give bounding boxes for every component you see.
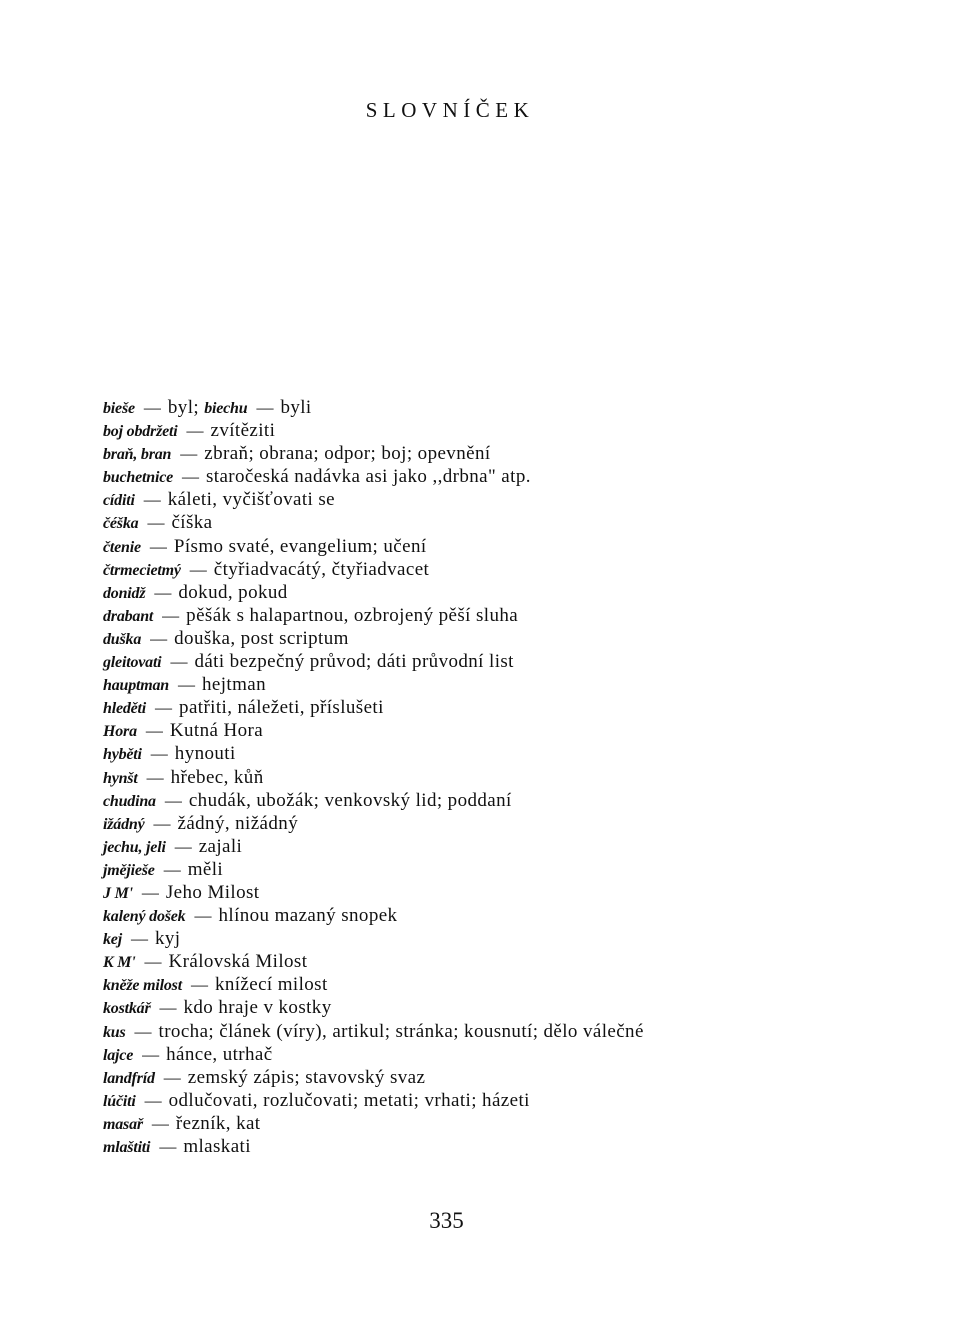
dash-separator: — <box>164 790 182 810</box>
dash-separator: — <box>159 1137 177 1156</box>
glossary-entry <box>103 1089 833 1112</box>
glossary-term: landfríd <box>103 1069 155 1087</box>
glossary-term: J M' <box>103 884 133 902</box>
glossary-definition: douška, post scriptum <box>174 627 349 649</box>
glossary-definition: knížecí milost <box>214 974 328 996</box>
dash-separator: — <box>143 490 161 510</box>
glossary-term: kostkář <box>103 1000 151 1018</box>
glossary-term: Hora <box>103 723 137 741</box>
glossary-entry <box>103 835 833 858</box>
glossary-definition: hánce, utrhač <box>166 1043 273 1065</box>
dash-separator: — <box>190 975 208 995</box>
glossary-entry <box>103 812 833 835</box>
glossary-entry <box>103 419 833 442</box>
glossary-definition: číška <box>171 512 213 534</box>
glossary-entry <box>103 558 833 581</box>
glossary-definition: mlaskati <box>183 1136 251 1157</box>
glossary-term: bieše <box>103 400 135 417</box>
dash-separator: — <box>130 929 148 949</box>
dash-separator: — <box>146 767 164 787</box>
glossary-definition: kdo hraje v kostky <box>183 997 332 1019</box>
dash-separator: — <box>174 836 192 856</box>
dash-separator: — <box>150 744 168 764</box>
glossary-term: mlaštiti <box>103 1139 151 1156</box>
dash-separator: — <box>155 698 173 718</box>
glossary-entry <box>103 488 833 511</box>
glossary-definition: řezník, kat <box>175 1112 261 1134</box>
glossary-definition: byl; <box>167 397 205 418</box>
glossary-definition: hlínou mazaný snopek <box>218 905 398 927</box>
glossary-definition: Královská Milost <box>168 951 308 973</box>
dash-separator: — <box>189 559 207 579</box>
glossary-entry <box>103 1112 833 1135</box>
glossary-entry <box>103 881 833 904</box>
glossary-definition: káleti, vyčišťovati se <box>167 489 335 511</box>
dash-separator: — <box>194 906 212 926</box>
glossary-entry <box>103 396 833 419</box>
page-number: 335 <box>429 1208 464 1233</box>
glossary-term: donidž <box>103 584 146 602</box>
glossary-term: hleděti <box>103 700 147 718</box>
glossary-entry <box>103 673 833 696</box>
glossary-term: cíditi <box>103 492 135 510</box>
glossary-definition: Kutná Hora <box>169 720 264 742</box>
glossary-term: ižádný <box>103 815 145 833</box>
dash-separator: — <box>150 628 168 648</box>
glossary-term: gleitovati <box>103 654 162 672</box>
dash-separator: — <box>186 421 204 441</box>
glossary-definition: kyj <box>154 928 181 950</box>
glossary-definition: žádný, nižádný <box>177 812 299 834</box>
glossary-entry <box>103 511 833 534</box>
glossary-definition: Jeho Milost <box>165 881 260 903</box>
glossary-definition: pěšák s halapartnou, ozbrojený pěší sluha <box>186 604 519 626</box>
glossary-entry <box>103 996 833 1019</box>
glossary-entry <box>103 789 833 812</box>
glossary-entry <box>103 650 833 673</box>
glossary-entry <box>103 973 833 996</box>
page-title: SLOVNÍČEK <box>365 98 535 122</box>
glossary-term: čtenie <box>103 538 141 556</box>
dash-separator: — <box>143 398 161 417</box>
dash-separator: — <box>144 952 162 972</box>
glossary-definition: zemský zápis; stavovský svaz <box>187 1066 426 1088</box>
dash-separator: — <box>170 652 188 672</box>
glossary-term: kej <box>103 931 122 949</box>
glossary-term: duška <box>103 630 142 648</box>
glossary-entry <box>103 766 833 789</box>
glossary-entry <box>103 604 833 627</box>
glossary-definition: staročeská nadávka asi jako ,,drbna" atp. <box>206 466 531 488</box>
glossary-entry <box>103 465 833 488</box>
glossary-definition: dokud, pokud <box>178 581 288 603</box>
glossary-definition: hejtman <box>202 674 267 696</box>
dash-separator: — <box>256 398 274 417</box>
dash-separator: — <box>163 859 181 879</box>
glossary-definition: Písmo svaté, evangelium; učení <box>173 535 427 557</box>
glossary-entry <box>103 696 833 719</box>
glossary-term: boj obdržeti <box>103 423 178 441</box>
glossary-term: kněže milost <box>103 977 182 995</box>
glossary-term: čtrmecietmý <box>103 561 181 579</box>
glossary-entry <box>103 1043 833 1066</box>
glossary-term: chudina <box>103 792 156 810</box>
glossary-definition: zajali <box>198 835 243 857</box>
glossary-term: hynšt <box>103 769 138 787</box>
glossary-term: jechu, jeli <box>103 838 166 856</box>
dash-separator: — <box>154 582 172 602</box>
glossary-definition: patřiti, náležeti, příslušeti <box>179 697 384 719</box>
dash-separator: — <box>162 605 180 625</box>
glossary-entry <box>103 904 833 927</box>
glossary-term: kalený došek <box>103 908 186 926</box>
glossary-term: kus <box>103 1023 126 1041</box>
glossary-entry <box>103 1020 833 1043</box>
dash-separator: — <box>163 1067 181 1087</box>
glossary-entry <box>103 858 833 881</box>
glossary-definition: trocha; článek (víry), artikul; stránka; kousnutí; dělo válečné <box>158 1020 644 1042</box>
glossary-term: K M' <box>103 954 136 972</box>
glossary-definition: hynouti <box>174 743 236 765</box>
dash-separator: — <box>147 513 165 533</box>
glossary-entry <box>103 1066 833 1089</box>
glossary-entry <box>103 581 833 604</box>
glossary-term: hauptman <box>103 677 169 695</box>
glossary-definition: měli <box>187 858 224 880</box>
glossary-definition: odlučovati, rozlučovati; metati; vrhati; házeti <box>168 1089 530 1111</box>
glossary-term: jmějieše <box>103 861 155 879</box>
glossary-entry <box>103 950 833 973</box>
glossary-entry <box>103 719 833 742</box>
glossary-term: lajce <box>103 1046 134 1064</box>
glossary-definition: byli <box>280 397 312 418</box>
dash-separator: — <box>145 721 163 741</box>
dash-separator: — <box>182 467 199 487</box>
glossary-entry <box>103 627 833 650</box>
dash-separator: — <box>141 882 159 902</box>
glossary-entry <box>103 927 833 950</box>
glossary-entry <box>103 742 833 765</box>
glossary-term: drabant <box>103 607 154 625</box>
glossary-term: hyběti <box>103 746 142 764</box>
dash-separator: — <box>149 536 167 556</box>
glossary-term: biechu <box>204 400 248 417</box>
glossary-term: buchetnice <box>103 469 173 487</box>
glossary-entry <box>103 535 833 558</box>
glossary-term: čéška <box>103 515 139 533</box>
glossary-definition: zvítěziti <box>210 420 276 442</box>
glossary-definition: chudák, ubožák; venkovský lid; poddaní <box>188 789 512 811</box>
glossary-definition: čtyřiadvacátý, čtyřiadvacet <box>213 558 430 580</box>
glossary-entry <box>103 442 833 465</box>
glossary-entry <box>103 1135 833 1158</box>
glossary-definition: zbraň; obrana; odpor; boj; opevnění <box>204 443 491 465</box>
glossary-definition: hřebec, kůň <box>170 766 264 788</box>
glossary-term: lúčiti <box>103 1092 136 1110</box>
dash-separator: — <box>178 675 195 695</box>
dash-separator: — <box>180 444 198 464</box>
glossary-list <box>103 396 833 1158</box>
dash-separator: — <box>159 998 177 1018</box>
dash-separator: — <box>142 1044 160 1064</box>
dash-separator: — <box>144 1090 162 1110</box>
glossary-definition: dáti bezpečný průvod; dáti průvodní list <box>194 651 514 673</box>
dash-separator: — <box>134 1021 152 1041</box>
glossary-term: braň, bran <box>103 446 172 464</box>
dash-separator: — <box>153 813 171 833</box>
glossary-term: masař <box>103 1115 143 1133</box>
dash-separator: — <box>151 1113 169 1133</box>
